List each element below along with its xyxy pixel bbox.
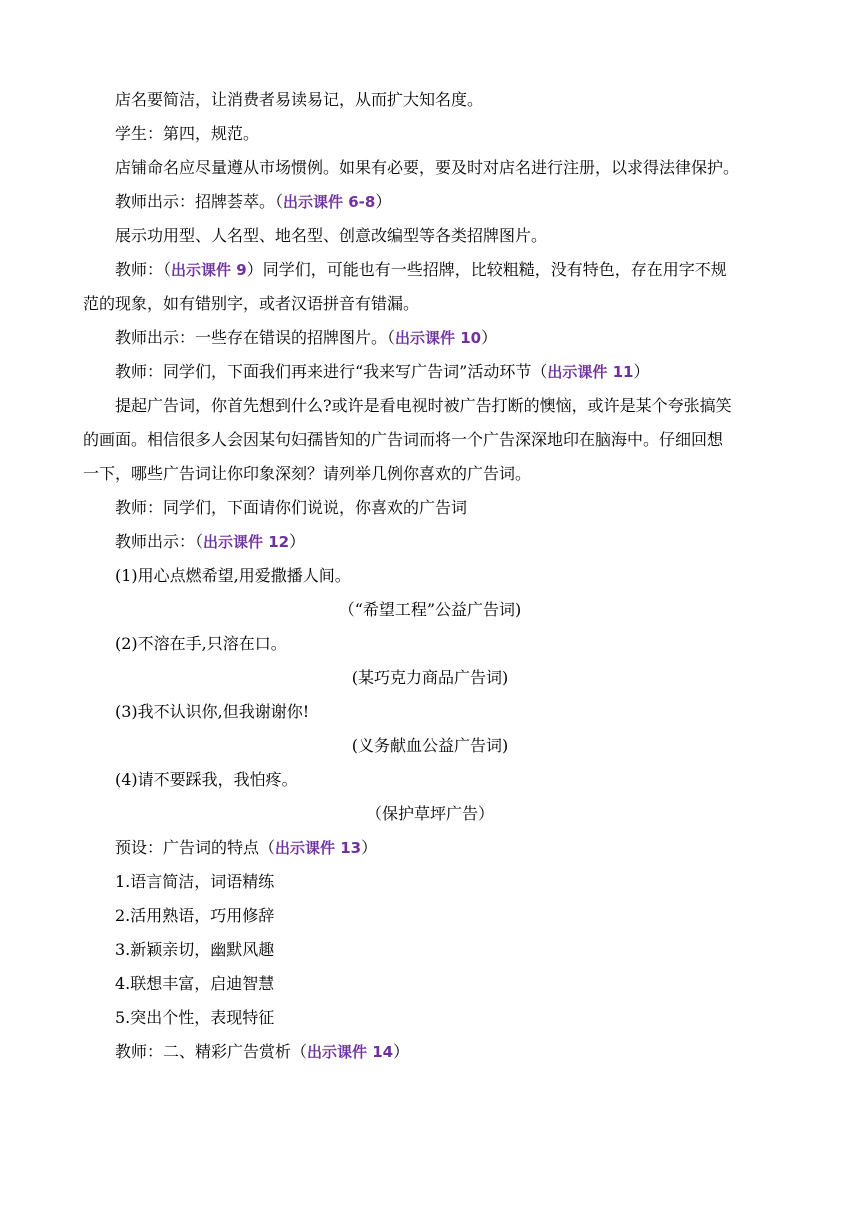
paragraph-text: 教师：同学们，下面我们再来进行“我来写广告词”活动环节（ <box>115 362 548 381</box>
slogan-item: (3)我不认识你,但我谢谢你! <box>115 702 310 721</box>
feature-item: 5.突出个性，表现特征 <box>115 1008 275 1027</box>
slogan-item: (2)不溶在手,只溶在口。 <box>115 634 287 653</box>
paragraph: 店名要简洁，让消费者易读易记，从而扩大知名度。 <box>115 90 484 109</box>
feature-item: 4.联想丰富，启迪智慧 <box>115 974 275 993</box>
slogan-source: (某巧克力商品广告词) <box>351 668 509 687</box>
courseware-tag: 出示课件 6-8 <box>283 193 376 211</box>
paragraph-text: ） <box>375 192 392 211</box>
paragraph-text: ） <box>633 362 650 381</box>
paragraph: 教师：同学们，下面请你们说说，你喜欢的广告词 <box>115 498 468 517</box>
slogan-item: (4)请不要踩我，我怕疼。 <box>115 770 298 789</box>
paragraph <box>115 362 815 382</box>
courseware-tag: 出示课件 14 <box>307 1043 394 1061</box>
paragraph-text: ）同学们，可能也有一些招牌，比较粗糙，没有特色，存在用字不规 <box>246 260 727 279</box>
paragraph <box>115 838 815 858</box>
feature-item: 2.活用熟语，巧用修辞 <box>115 906 275 925</box>
courseware-tag: 出示课件 10 <box>395 329 482 347</box>
paragraph-text: 预设：广告词的特点（ <box>115 838 276 857</box>
paragraph-text: 教师：（ <box>115 260 172 279</box>
paragraph: 提起广告词，你首先想到什么?或许是看电视时被广告打断的懊恼，或许是某个夸张搞笑 <box>115 396 732 415</box>
courseware-tag: 出示课件 13 <box>275 839 362 857</box>
paragraph: 的画面。相信很多人会因某句妇孺皆知的广告词而将一个广告深深地印在脑海中。仔细回想 <box>83 430 724 449</box>
feature-item: 3.新颖亲切，幽默风趣 <box>115 940 275 959</box>
courseware-tag: 出示课件 12 <box>203 533 290 551</box>
paragraph <box>115 532 815 552</box>
slogan-source: （“希望工程”公益广告词) <box>338 600 522 619</box>
paragraph <box>115 328 815 348</box>
paragraph <box>115 260 815 280</box>
paragraph: 展示功用型、人名型、地名型、创意改编型等各类招牌图片。 <box>115 226 548 245</box>
paragraph-text: 教师：二、精彩广告赏析（ <box>115 1042 308 1061</box>
paragraph: 店铺命名应尽量遵从市场惯例。如果有必要，要及时对店名进行注册，以求得法律保护。 <box>115 158 740 177</box>
paragraph <box>115 1042 815 1062</box>
paragraph-text: ） <box>289 532 306 551</box>
courseware-tag: 出示课件 11 <box>547 363 634 381</box>
slogan-item: (1)用心点燃希望,用爱撒播人间。 <box>115 566 351 585</box>
paragraph <box>115 192 815 212</box>
paragraph-text: ） <box>393 1042 410 1061</box>
slogan-source: （保护草坪广告） <box>365 804 494 823</box>
paragraph: 学生：第四，规范。 <box>115 124 260 143</box>
paragraph: 范的现象，如有错别字，或者汉语拼音有错漏。 <box>83 294 420 313</box>
courseware-tag: 出示课件 9 <box>171 261 247 279</box>
paragraph-text: 教师出示：（ <box>115 532 204 551</box>
paragraph-text: 教师出示：一些存在错误的招牌图片。（ <box>115 328 396 347</box>
slogan-source: (义务献血公益广告词) <box>351 736 509 755</box>
paragraph-text: ） <box>361 838 378 857</box>
paragraph: 一下，哪些广告词让你印象深刻？请列举几例你喜欢的广告词。 <box>83 464 532 483</box>
paragraph-text: 教师出示：招牌荟萃。（ <box>115 192 284 211</box>
paragraph-text: ） <box>481 328 498 347</box>
feature-item: 1.语言简洁，词语精练 <box>115 872 275 891</box>
